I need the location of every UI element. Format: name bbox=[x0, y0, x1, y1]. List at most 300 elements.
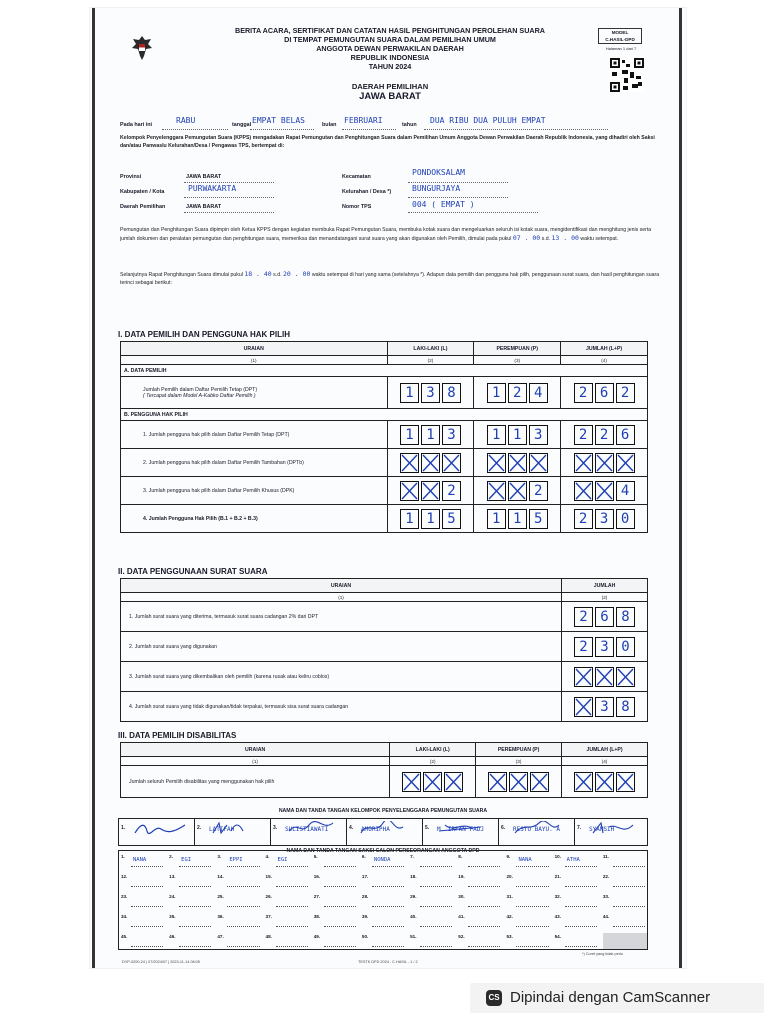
dpt-label bbox=[121, 377, 388, 409]
kecamatan-label: Kecamatan bbox=[342, 174, 371, 180]
kpps-member-name: RESTO BAYU. A bbox=[513, 826, 560, 833]
dpt-perempuan-cells bbox=[474, 377, 561, 409]
saksi-number: 15. bbox=[265, 874, 272, 879]
saksi-signature-line bbox=[131, 906, 163, 907]
pemungutan-sd: s.d. bbox=[541, 236, 551, 243]
crossed-digit-box bbox=[508, 453, 527, 473]
bulan-value: FEBRUARI bbox=[344, 116, 383, 125]
saksi-signature-line bbox=[372, 926, 404, 927]
saksi-name: NONDA bbox=[373, 857, 391, 863]
kpps-signature-3-icon bbox=[287, 821, 337, 835]
saksi-number: 12. bbox=[121, 874, 128, 879]
saksi-signature-line bbox=[131, 946, 163, 947]
saksi-signature-line bbox=[516, 866, 548, 867]
scan-edge-right bbox=[679, 8, 682, 968]
tahun-label: tahun bbox=[402, 122, 417, 128]
col-num: (2) bbox=[387, 356, 474, 365]
saksi-number: 39. bbox=[361, 914, 369, 919]
saksi-number: 37. bbox=[265, 914, 272, 919]
kpps-signature-2-icon bbox=[211, 821, 251, 835]
saksi-signature-line bbox=[324, 886, 356, 887]
kpps-member-number: 2. bbox=[197, 825, 202, 831]
digit-box: 3 bbox=[529, 425, 548, 445]
col-jumlah: JUMLAH (L+P) bbox=[561, 342, 648, 356]
saksi-number: 49. bbox=[313, 934, 321, 939]
pemungutan-time-start: 07 . 00 bbox=[512, 234, 541, 243]
section-1-table bbox=[120, 341, 648, 533]
kpps-signature-title: NAMA DAN TANDA TANGAN KELOMPOK PENYELENGGARA PEMUNGUTAN SUARA bbox=[278, 808, 488, 814]
saksi-number: 52. bbox=[458, 934, 465, 939]
saksi-signature-line bbox=[179, 866, 211, 867]
crossed-digit-box bbox=[400, 481, 419, 501]
digit-box: 1 bbox=[508, 509, 527, 529]
saksi-number: 10. bbox=[554, 854, 562, 859]
surat-row-4-label: 4. Jumlah surat suara yang tidak digunakan/tidak terpakai, termasuk sisa surat suara cadangan bbox=[121, 692, 562, 722]
saksi-signature-line bbox=[276, 926, 308, 927]
crossed-digit-box bbox=[574, 697, 593, 717]
saksi-number: 11. bbox=[602, 854, 609, 859]
saksi-signature-line bbox=[276, 866, 308, 867]
saksi-number: 6. bbox=[361, 854, 366, 859]
crossed-digit-box bbox=[400, 453, 419, 473]
digit-box: 1 bbox=[508, 425, 527, 445]
document-code: DYP-0200-24 | 07/2024/07 | 2023-11-14 08:05 bbox=[122, 960, 200, 964]
saksi-number: 42. bbox=[506, 914, 513, 919]
digit-box: 1 bbox=[421, 509, 440, 529]
penghitungan-sd: s.d. bbox=[273, 272, 282, 278]
section-3-title: III. DATA PEMILIH DISABILITAS bbox=[118, 731, 237, 740]
digit-box: 1 bbox=[487, 509, 506, 529]
saksi-signature-line bbox=[372, 886, 404, 887]
saksi-signature-line bbox=[516, 946, 548, 947]
saksi-signature-line bbox=[227, 946, 259, 947]
tahun-value: DUA RIBU DUA PULUH EMPAT bbox=[430, 116, 546, 125]
section-1a-title: A. DATA PEMILIH bbox=[121, 365, 648, 377]
penghitungan-suffix: waktu setempat di hari yang sama (setelahnya *). Adapun data pemilih dan pengguna hak pilih, penggunaan surat suara, dan hasil penghitungan suara terinci sebagai berikut: bbox=[120, 272, 660, 287]
saksi-number: 23. bbox=[121, 894, 128, 899]
digit-box: 2 bbox=[595, 425, 614, 445]
crossed-digit-box bbox=[616, 453, 635, 473]
pemungutan-paragraph bbox=[120, 226, 660, 244]
crossed-digit-box bbox=[616, 772, 635, 792]
crossed-digit-box bbox=[530, 772, 549, 792]
digit-box: 6 bbox=[616, 425, 635, 445]
digit-box: 6 bbox=[595, 383, 614, 403]
dapil-heading bbox=[180, 82, 600, 102]
crossed-digit-box bbox=[488, 772, 507, 792]
tanggal-value: EMPAT BELAS bbox=[252, 116, 305, 125]
b2-laki-cells bbox=[387, 449, 474, 477]
col-perempuan: PEREMPUAN (P) bbox=[476, 743, 562, 757]
saksi-signature-line bbox=[324, 866, 356, 867]
saksi-number: 40. bbox=[410, 914, 417, 919]
saksi-signature-line bbox=[324, 946, 356, 947]
kpps-member-name: SULISTIAWATI bbox=[285, 826, 329, 833]
surat-row-2-label: 2. Jumlah surat suara yang digunakan bbox=[121, 632, 562, 662]
saksi-number: 43. bbox=[554, 914, 562, 919]
kpps-member-name: SYAMSIH bbox=[589, 826, 615, 833]
kpps-member-number: 6. bbox=[501, 825, 506, 831]
saksi-signature-line bbox=[613, 866, 645, 867]
garuda-emblem-icon bbox=[130, 34, 154, 62]
saksi-number: 38. bbox=[313, 914, 321, 919]
kpps-member-name: M. IRFAN FADJ bbox=[437, 826, 484, 833]
crossed-digit-box bbox=[574, 453, 593, 473]
dapil-label: Daerah Pemilihan bbox=[120, 204, 166, 210]
crossed-digit-box bbox=[509, 772, 528, 792]
col-num: (2) bbox=[562, 593, 648, 602]
digit-box: 2 bbox=[574, 509, 593, 529]
saksi-number: 1. bbox=[121, 854, 125, 859]
kpps-paragraph: Kelompok Penyelenggara Pemungutan Suara (KPPS) mengadakan Rapat Pemungutan dan Penghitungan Suara dalam Pemilihan Umum Anggota Dewan Perwakilan Daerah Republik Indonesia, yang dihadiri oleh Saksi dan/atau Panwaslu Kelurahan/Desa / Pengawas TPS, bertempat di: bbox=[120, 135, 655, 150]
b1-label: 1. Jumlah pengguna hak pilih dalam Daftar Pemilih Tetap (DPT) bbox=[121, 421, 388, 449]
saksi-signature-line bbox=[227, 906, 259, 907]
saksi-number: 28. bbox=[361, 894, 369, 899]
saksi-number: 31. bbox=[506, 894, 513, 899]
disabilitas-jumlah-cells bbox=[562, 766, 648, 798]
surat-row-3-cells bbox=[562, 662, 648, 692]
provinsi-value: JAWA BARAT bbox=[186, 174, 222, 180]
col-jumlah: JUMLAH (L+P) bbox=[562, 743, 648, 757]
kelurahan-label: Kelurahan / Desa *) bbox=[342, 189, 392, 195]
kpps-member-number: 4. bbox=[349, 825, 354, 831]
saksi-number: 45. bbox=[121, 934, 128, 939]
crossed-digit-box bbox=[442, 453, 461, 473]
saksi-signature-line bbox=[179, 946, 211, 947]
surat-row-1-label: 1. Jumlah surat suara yang diterima, termasuk surat suara cadangan 2% dari DPT bbox=[121, 602, 562, 632]
tanggal-label: tanggal bbox=[232, 122, 252, 128]
b1-laki-cells bbox=[387, 421, 474, 449]
saksi-signature-line bbox=[516, 906, 548, 907]
col-num: (3) bbox=[476, 757, 562, 766]
saksi-number: 17. bbox=[361, 874, 369, 879]
dapil-heading-label: DAERAH PEMILIHAN bbox=[351, 82, 429, 91]
saksi-signature-line bbox=[420, 866, 452, 867]
b2-label: 2. Jumlah pengguna hak pilih dalam Daftar Pemilih Tambahan (DPTb) bbox=[121, 449, 388, 477]
kpps-member-name: LATIFAH bbox=[209, 826, 235, 833]
digit-box: 3 bbox=[421, 383, 440, 403]
camscanner-logo-icon: CS bbox=[486, 990, 502, 1006]
col-num: (1) bbox=[121, 757, 390, 766]
kpps-member-number: 1. bbox=[121, 825, 126, 831]
disabilitas-label: Jumlah seluruh Pemilih disabilitas yang menggunakan hak pilih bbox=[121, 766, 390, 798]
digit-box: 2 bbox=[442, 481, 461, 501]
digit-box: 4 bbox=[529, 383, 548, 403]
crossed-digit-box bbox=[402, 772, 421, 792]
digit-box: 2 bbox=[508, 383, 527, 403]
saksi-signature-line bbox=[276, 886, 308, 887]
crossed-digit-box bbox=[444, 772, 463, 792]
col-jumlah: JUMLAH bbox=[562, 579, 648, 593]
kpps-signature-1-icon bbox=[133, 821, 193, 837]
saksi-signature-line bbox=[179, 906, 211, 907]
saksi-number: 36. bbox=[217, 914, 224, 919]
col-num: (4) bbox=[561, 356, 648, 365]
digit-box: 1 bbox=[421, 425, 440, 445]
section-1b-title: B. PENGGUNA HAK PILIH bbox=[121, 409, 648, 421]
crossed-digit-box bbox=[616, 667, 635, 687]
crossed-digit-box bbox=[574, 772, 593, 792]
saksi-number: 41. bbox=[458, 914, 465, 919]
saksi-number: 25. bbox=[217, 894, 224, 899]
saksi-number: 53. bbox=[506, 934, 513, 939]
pemungutan-text: Pemungutan dan Penghitungan Suara dipimpin oleh Ketua KPPS dengan kegiatan membuka Rapat Pemungutan Suara, membuka kotak suara dan mengeluarkan seluruh isi kotak suara, mengidentifikasi dan menghitung jenis serta jumlah dokumen dan peralatan pemungutan dan penghitungan suara, memeriksa dan menandatangani surat suara yang akan digunakan oleh Pemilih, dimulai pada pukul bbox=[120, 227, 652, 243]
saksi-name: NANA bbox=[518, 857, 532, 863]
digit-box: 2 bbox=[574, 383, 593, 403]
header-title-line: ANGGOTA DEWAN PERWAKILAN DAERAH bbox=[316, 44, 464, 53]
model-box bbox=[598, 28, 642, 44]
digit-box: 5 bbox=[442, 509, 461, 529]
digit-box: 2 bbox=[529, 481, 548, 501]
surat-row-3-label: 3. Jumlah surat suara yang dikembalikan oleh pemilih (karena rusak atau keliru coblos) bbox=[121, 662, 562, 692]
crossed-digit-box bbox=[508, 481, 527, 501]
dpt-label-line: Jumlah Pemilih dalam Daftar Pemilih Tetap (DPT) bbox=[143, 386, 258, 393]
saksi-signature-line bbox=[131, 886, 163, 887]
crossed-digit-box bbox=[574, 667, 593, 687]
saksi-signature-line bbox=[324, 926, 356, 927]
saksi-number: 9. bbox=[506, 854, 511, 859]
saksi-number: 2. bbox=[169, 854, 174, 859]
saksi-number: 50. bbox=[361, 934, 369, 939]
saksi-name: EGI bbox=[181, 857, 192, 863]
document-stamp: TESTK DPD 2024 - C.HASIL - 1 / 2 bbox=[358, 960, 418, 964]
saksi-number: 34. bbox=[121, 914, 128, 919]
surat-row-2-cells bbox=[562, 632, 648, 662]
digit-box: 8 bbox=[616, 607, 635, 627]
digit-box: 3 bbox=[595, 509, 614, 529]
saksi-signature-line bbox=[420, 926, 452, 927]
b4-perempuan-cells bbox=[474, 505, 561, 533]
b3-laki-cells bbox=[387, 477, 474, 505]
col-num: (4) bbox=[562, 757, 648, 766]
col-uraian: URAIAN bbox=[121, 579, 562, 593]
saksi-signature-line bbox=[516, 886, 548, 887]
digit-box: 8 bbox=[442, 383, 461, 403]
camscanner-text: Dipindai dengan CamScanner bbox=[510, 989, 711, 1006]
disabilitas-perempuan-cells bbox=[476, 766, 562, 798]
pada-hari-label: Pada hari ini bbox=[120, 122, 153, 128]
saksi-signature-line bbox=[565, 946, 597, 947]
b4-laki-cells bbox=[387, 505, 474, 533]
kpps-signature-6-icon bbox=[513, 821, 563, 835]
saksi-signature-line bbox=[613, 906, 645, 907]
col-perempuan: PEREMPUAN (P) bbox=[474, 342, 561, 356]
saksi-name: EPPI bbox=[229, 857, 243, 863]
saksi-number: 29. bbox=[410, 894, 417, 899]
kpps-signature-7-icon bbox=[589, 821, 639, 835]
col-laki: LAKI-LAKI (L) bbox=[390, 743, 476, 757]
saksi-signature-line bbox=[565, 866, 597, 867]
col-uraian: URAIAN bbox=[121, 342, 388, 356]
section-3-table bbox=[120, 742, 648, 798]
kpps-member-number: 7. bbox=[577, 825, 582, 831]
saksi-number: 30. bbox=[458, 894, 465, 899]
pemungutan-suffix: waktu setempat. bbox=[580, 236, 619, 243]
surat-row-1-cells bbox=[562, 602, 648, 632]
saksi-number: 18. bbox=[410, 874, 417, 879]
dapil-heading-value: JAWA BARAT bbox=[359, 91, 421, 102]
saksi-signature-line bbox=[420, 886, 452, 887]
saksi-signature-line bbox=[131, 926, 163, 927]
b3-label: 3. Jumlah pengguna hak pilih dalam Daftar Pemilih Khusus (DPK) bbox=[121, 477, 388, 505]
header-title-line: REPUBLIK INDONESIA bbox=[350, 53, 430, 62]
saksi-number: 33. bbox=[602, 894, 610, 899]
saksi-number: 13. bbox=[169, 874, 176, 879]
saksi-signature-line bbox=[565, 886, 597, 887]
kabupaten-label: Kabupaten / Kota bbox=[120, 189, 165, 195]
penghitungan-time-end: 20 . 00 bbox=[283, 270, 311, 278]
digit-box: 8 bbox=[616, 697, 635, 717]
saksi-signature-line bbox=[372, 946, 404, 947]
col-num: (1) bbox=[121, 356, 388, 365]
digit-box: 2 bbox=[574, 425, 593, 445]
bulan-label: bulan bbox=[322, 122, 337, 128]
provinsi-label: Provinsi bbox=[120, 174, 142, 180]
col-laki: LAKI-LAKI (L) bbox=[387, 342, 474, 356]
dpt-laki-cells bbox=[387, 377, 474, 409]
kpps-signature-row bbox=[118, 818, 648, 846]
model-line: C.HASIL-DPD bbox=[605, 36, 635, 42]
col-num: (3) bbox=[474, 356, 561, 365]
penghitungan-time-start: 18 . 40 bbox=[244, 270, 272, 278]
saksi-number: 26. bbox=[265, 894, 272, 899]
saksi-number: 47. bbox=[217, 934, 224, 939]
saksi-empty-cell bbox=[603, 933, 647, 949]
saksi-number: 35. bbox=[169, 914, 176, 919]
saksi-signature-line bbox=[179, 886, 211, 887]
digit-box: 2 bbox=[574, 607, 593, 627]
kpps-signature-4-icon bbox=[359, 821, 409, 835]
saksi-number: 24. bbox=[169, 894, 176, 899]
crossed-digit-box bbox=[529, 453, 548, 473]
saksi-number: 4. bbox=[265, 854, 270, 859]
saksi-signature-line bbox=[613, 886, 645, 887]
camscanner-watermark bbox=[470, 983, 764, 1013]
page-indicator: Halaman 1 dari 7 bbox=[605, 46, 637, 51]
digit-box: 0 bbox=[616, 509, 635, 529]
saksi-number: 32. bbox=[554, 894, 562, 899]
b2-jumlah-cells bbox=[561, 449, 648, 477]
crossed-digit-box bbox=[595, 772, 614, 792]
header-title-line: TAHUN 2024 bbox=[368, 62, 412, 71]
penghitungan-prefix: Selanjutnya Rapat Penghitungan Suara dimulai pukul bbox=[120, 272, 243, 278]
saksi-name: EGI bbox=[277, 857, 288, 863]
digit-box: 1 bbox=[487, 425, 506, 445]
saksi-signature-line bbox=[372, 906, 404, 907]
saksi-number: 7. bbox=[410, 854, 414, 859]
saksi-signature-line bbox=[276, 946, 308, 947]
digit-box: 1 bbox=[400, 425, 419, 445]
saksi-signature-line bbox=[227, 926, 259, 927]
saksi-signature-line bbox=[324, 906, 356, 907]
digit-box: 5 bbox=[529, 509, 548, 529]
header-title-line: DI TEMPAT PEMUNGUTAN SUARA DALAM PEMILIHAN UMUM bbox=[284, 35, 496, 44]
crossed-digit-box bbox=[487, 481, 506, 501]
saksi-name: NANA bbox=[133, 857, 147, 863]
kpps-signature-5-icon bbox=[437, 821, 487, 835]
footnote: *) Coret yang tidak perlu bbox=[582, 952, 623, 956]
header-title bbox=[180, 26, 600, 71]
b2-perempuan-cells bbox=[474, 449, 561, 477]
crossed-digit-box bbox=[421, 453, 440, 473]
saksi-signature-line bbox=[468, 926, 500, 927]
disabilitas-laki-cells bbox=[390, 766, 476, 798]
digit-box: 6 bbox=[595, 607, 614, 627]
saksi-signature-line bbox=[227, 886, 259, 887]
tps-value: 004 ( EMPAT ) bbox=[412, 200, 475, 209]
b3-perempuan-cells bbox=[474, 477, 561, 505]
dpt-label-note: ( Tercapat dalam Model A-Kabko Daftar Pemilih ) bbox=[143, 392, 256, 399]
saksi-signature-line bbox=[468, 886, 500, 887]
digit-box: 2 bbox=[574, 637, 593, 657]
digit-box: 2 bbox=[616, 383, 635, 403]
kecamatan-value: PONDOKSALAM bbox=[412, 168, 465, 177]
digit-box: 1 bbox=[400, 509, 419, 529]
saksi-number: 16. bbox=[313, 874, 321, 879]
digit-box: 3 bbox=[595, 697, 614, 717]
saksi-number: 22. bbox=[602, 874, 610, 879]
saksi-signature-line bbox=[227, 866, 259, 867]
scan-edge-left bbox=[92, 8, 95, 968]
saksi-signature-line bbox=[179, 926, 211, 927]
col-num: (2) bbox=[390, 757, 476, 766]
digit-box: 3 bbox=[595, 637, 614, 657]
kpps-member-number: 3. bbox=[273, 825, 278, 831]
kpps-member-number: 5. bbox=[425, 825, 430, 831]
saksi-number: 46. bbox=[169, 934, 176, 939]
header-title-line: BERITA ACARA, SERTIFIKAT DAN CATATAN HASIL PENGHITUNGAN PEROLEHAN SUARA bbox=[235, 26, 545, 35]
dapil-value: JAWA BARAT bbox=[186, 204, 222, 210]
section-2-title: II. DATA PENGGUNAAN SURAT SUARA bbox=[118, 567, 268, 576]
kabupaten-value: PURWAKARTA bbox=[188, 184, 237, 193]
digit-box: 0 bbox=[616, 637, 635, 657]
saksi-number: 20. bbox=[506, 874, 513, 879]
col-uraian: URAIAN bbox=[121, 743, 390, 757]
crossed-digit-box bbox=[487, 453, 506, 473]
saksi-signature-line bbox=[276, 906, 308, 907]
crossed-digit-box bbox=[595, 481, 614, 501]
pemungutan-time-end: 13 . 00 bbox=[551, 234, 579, 243]
saksi-number: 51. bbox=[410, 934, 417, 939]
section-2-table bbox=[120, 578, 648, 722]
crossed-digit-box bbox=[595, 453, 614, 473]
kpps-member-name: AMORIPHA bbox=[361, 826, 390, 833]
saksi-number: 5. bbox=[313, 854, 318, 859]
digit-box: 4 bbox=[616, 481, 635, 501]
saksi-signature-title: NAMA DAN TANDA TANGAN SAKSI CALON PERSEORANGAN ANGGOTA DPD bbox=[286, 848, 480, 854]
saksi-signature-line bbox=[468, 906, 500, 907]
saksi-signature-line bbox=[516, 926, 548, 927]
qr-code-icon bbox=[610, 58, 644, 92]
tps-label: Nomor TPS bbox=[342, 204, 372, 210]
saksi-signature-line bbox=[131, 866, 163, 867]
saksi-number: 8. bbox=[458, 854, 463, 859]
saksi-number: 19. bbox=[458, 874, 465, 879]
saksi-number: 21. bbox=[554, 874, 562, 879]
digit-box: 1 bbox=[487, 383, 506, 403]
crossed-digit-box bbox=[595, 667, 614, 687]
saksi-signature-line bbox=[468, 866, 500, 867]
b4-label: 4. Jumlah Pengguna Hak Pilih (B.1 + B.2 + B.3) bbox=[121, 505, 388, 533]
digit-box: 1 bbox=[400, 383, 419, 403]
saksi-signature-line bbox=[420, 906, 452, 907]
section-1-title: I. DATA PEMILIH DAN PENGGUNA HAK PILIH bbox=[118, 330, 290, 339]
saksi-number: 14. bbox=[217, 874, 224, 879]
crossed-digit-box bbox=[421, 481, 440, 501]
b4-jumlah-cells bbox=[561, 505, 648, 533]
saksi-signature-line bbox=[468, 946, 500, 947]
hari-value: RABU bbox=[176, 116, 196, 125]
